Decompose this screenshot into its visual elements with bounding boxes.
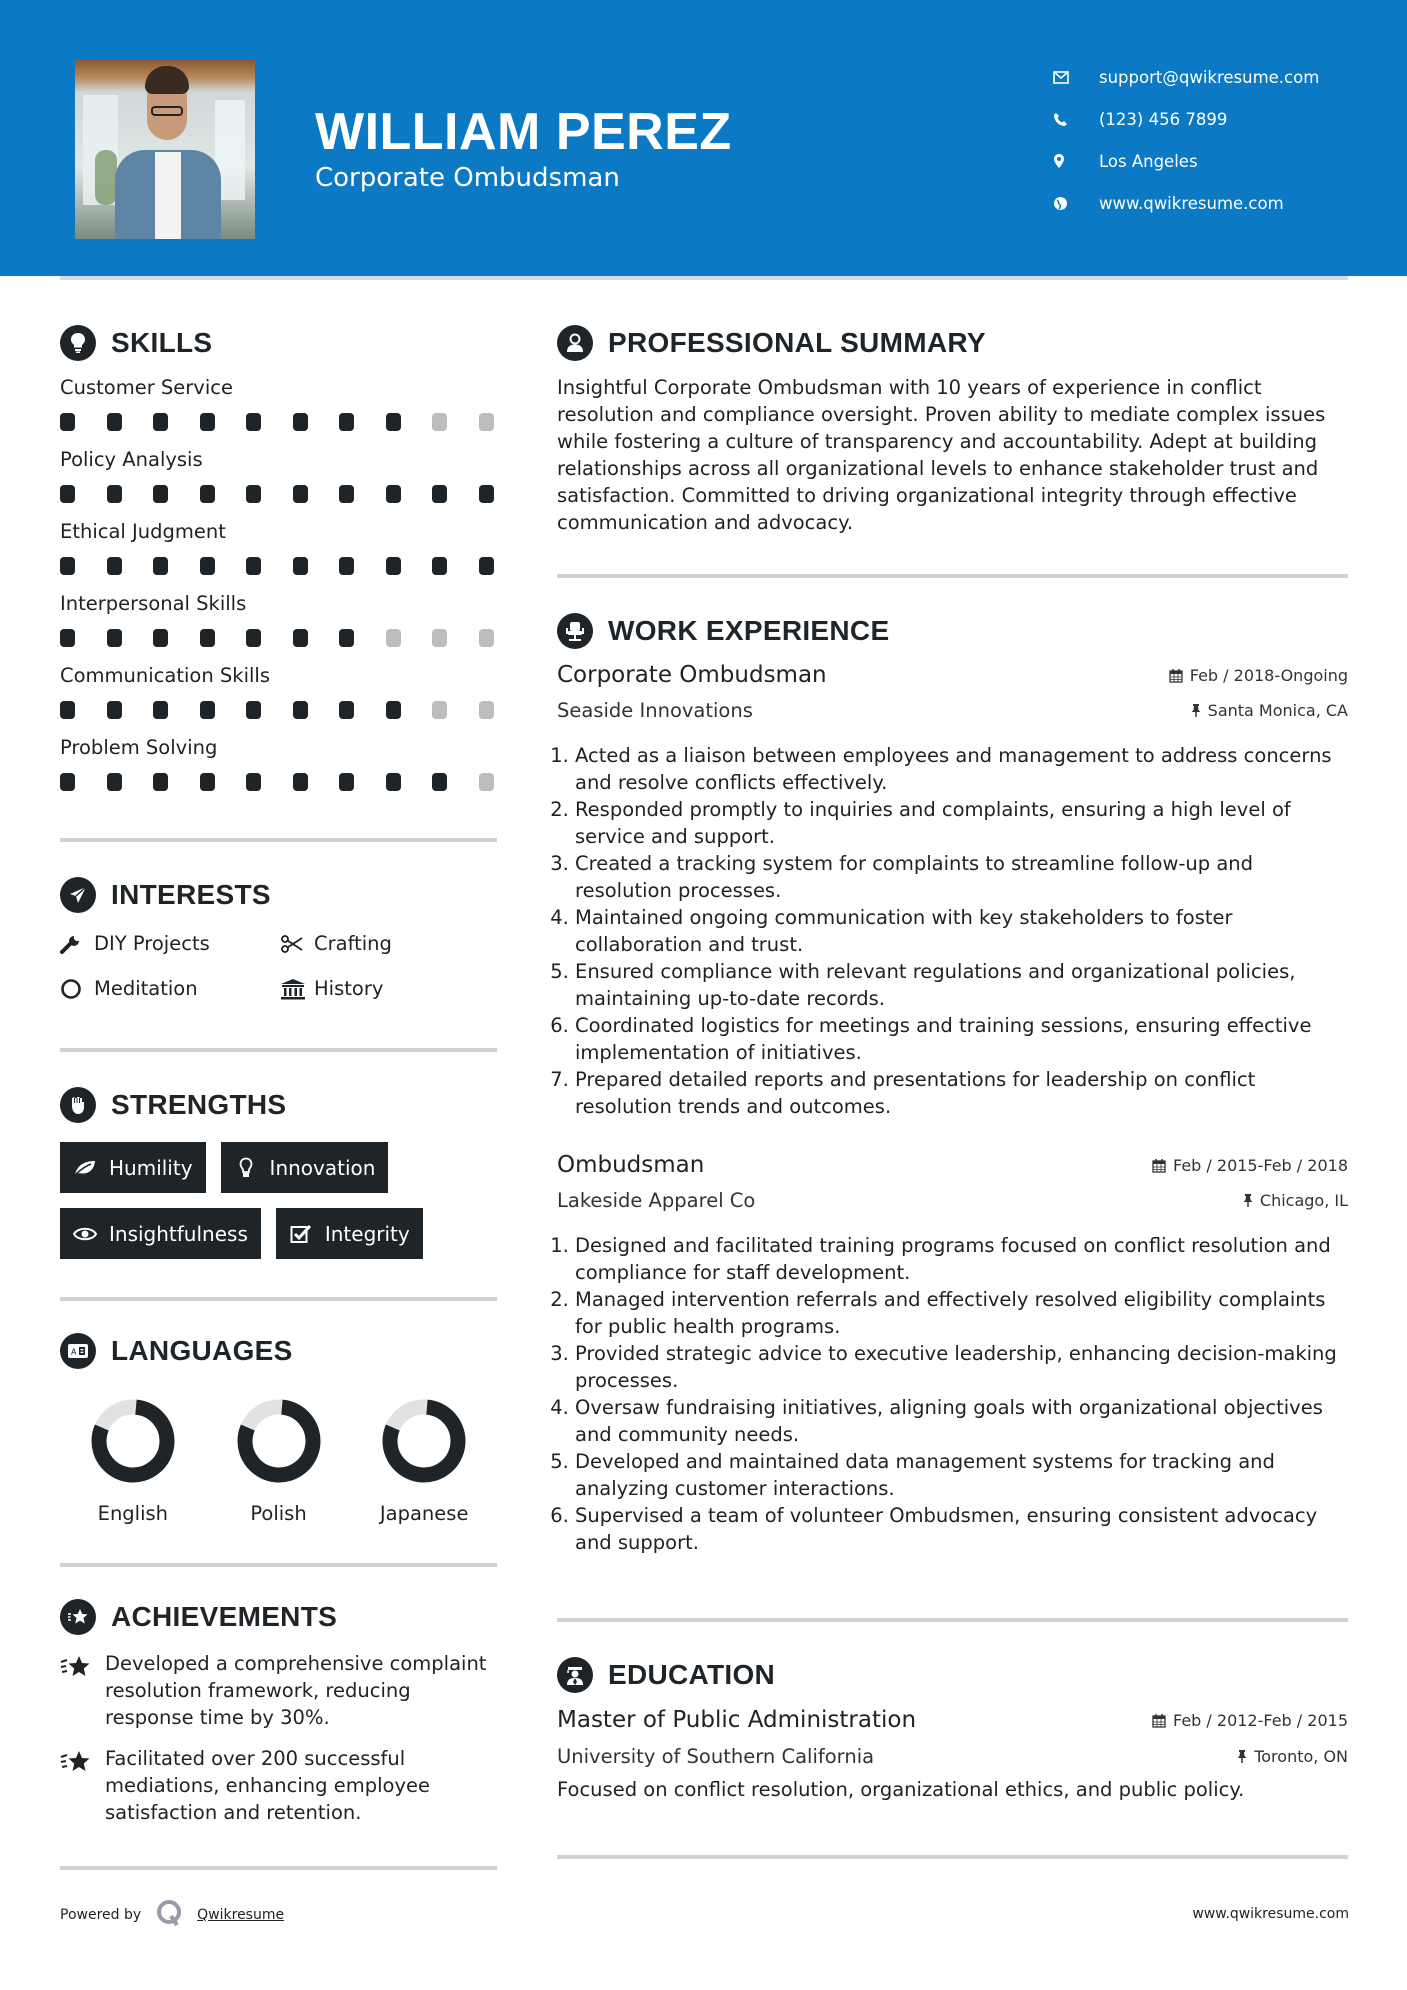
rating-dot-filled bbox=[107, 629, 122, 647]
phone-icon bbox=[1053, 112, 1083, 127]
pushpin-icon bbox=[1243, 1193, 1253, 1208]
section-divider bbox=[557, 1618, 1348, 1622]
education-section bbox=[557, 1650, 1348, 1803]
rating-dot-filled bbox=[200, 773, 215, 791]
rating-dot-filled bbox=[246, 485, 261, 503]
powered-by-label: Powered by bbox=[60, 1907, 142, 1923]
resume-header bbox=[0, 0, 1407, 276]
degree-name: Master of Public Administration bbox=[557, 1707, 917, 1733]
language-name: Japanese bbox=[379, 1502, 469, 1525]
check-square-icon bbox=[289, 1224, 313, 1244]
header-divider bbox=[60, 276, 1348, 280]
language-proficiency-ring bbox=[381, 1398, 467, 1484]
section-divider bbox=[60, 1297, 497, 1301]
pushpin-icon bbox=[1191, 703, 1201, 718]
skill-rating bbox=[60, 404, 497, 440]
skill-name: Communication Skills bbox=[60, 664, 270, 687]
section-title: PROFESSIONAL SUMMARY bbox=[608, 327, 986, 358]
user-icon bbox=[557, 325, 593, 361]
section-title: INTERESTS bbox=[111, 879, 271, 910]
job-responsibilities bbox=[557, 1232, 1348, 1556]
job-entry bbox=[557, 1148, 1348, 1556]
section-divider bbox=[60, 1048, 497, 1052]
skills-section bbox=[60, 318, 497, 800]
strength-tag: Humility bbox=[60, 1142, 206, 1193]
skill-item bbox=[60, 516, 497, 584]
rating-dot-filled bbox=[339, 485, 354, 503]
calendar-icon bbox=[1169, 668, 1183, 683]
lightbulb-icon bbox=[234, 1157, 258, 1179]
rating-dot-filled bbox=[107, 413, 122, 431]
education-location: Toronto, ON bbox=[1237, 1747, 1348, 1766]
responsibility-item: 2. Managed intervention referrals and effectively resolved eligibility complaints for public health programs. bbox=[575, 1286, 1348, 1340]
rating-dot-filled bbox=[200, 557, 215, 575]
svg-text:A: A bbox=[71, 1347, 77, 1357]
contact-location: Los Angeles bbox=[1053, 140, 1319, 182]
summary-text: Insightful Corporate Ombudsman with 10 years of experience in conflict resolution and compliance oversight. Proven ability to mediate complex issues while fostering a culture of transparency and accountability. Adept at building relationships across all organizational levels to enhance stakeholder trust and satisfaction. Committed to driving organizational integrity through effective communication and advocacy. bbox=[557, 376, 1326, 534]
candidate-name: WILLIAM PEREZ bbox=[315, 103, 732, 161]
contact-list bbox=[1053, 56, 1319, 224]
job-title: Ombudsman bbox=[557, 1152, 705, 1178]
language-proficiency-ring bbox=[236, 1398, 322, 1484]
section-divider bbox=[60, 1563, 497, 1567]
experience-section bbox=[557, 606, 1348, 1556]
section-divider bbox=[557, 1855, 1348, 1859]
office-chair-icon bbox=[557, 613, 593, 649]
footer-branding bbox=[60, 1898, 284, 1932]
rating-dot-filled bbox=[339, 773, 354, 791]
responsibility-item: 7. Prepared detailed reports and presentations for leadership on conflict resolution trends and outcomes. bbox=[575, 1066, 1348, 1120]
qwikresume-logo-icon bbox=[155, 1898, 185, 1932]
rating-dot-empty bbox=[386, 629, 401, 647]
language-item bbox=[351, 1398, 497, 1525]
rating-dot-filled bbox=[246, 701, 261, 719]
calendar-icon bbox=[1152, 1158, 1166, 1173]
education-description: Focused on conflict resolution, organizational ethics, and public policy. bbox=[557, 1778, 1245, 1801]
rating-dot-empty bbox=[432, 629, 447, 647]
shooting-star-icon bbox=[60, 1650, 105, 1731]
rating-dot-filled bbox=[60, 485, 75, 503]
calendar-icon bbox=[1152, 1713, 1166, 1728]
skill-item bbox=[60, 660, 497, 728]
responsibility-item: 4. Maintained ongoing communication with key stakeholders to foster collaboration and trust. bbox=[575, 904, 1348, 958]
rating-dot-filled bbox=[60, 629, 75, 647]
graduate-icon bbox=[557, 1657, 593, 1693]
responsibility-item: 2. Responded promptly to inquiries and complaints, ensuring a high level of service and support. bbox=[575, 796, 1348, 850]
responsibility-item: 5. Ensured compliance with relevant regulations and organizational policies, maintaining up-to-date records. bbox=[575, 958, 1348, 1012]
rating-dot-empty bbox=[479, 413, 494, 431]
rating-dot-filled bbox=[293, 773, 308, 791]
job-location: Chicago, IL bbox=[1243, 1191, 1348, 1210]
rating-dot-filled bbox=[153, 773, 168, 791]
rating-dot-filled bbox=[107, 773, 122, 791]
eye-icon bbox=[73, 1226, 97, 1242]
shooting-star-icon bbox=[60, 1745, 105, 1826]
candidate-title: Corporate Ombudsman bbox=[315, 163, 620, 193]
interest-item: DIY Projects bbox=[60, 926, 280, 961]
rating-dot-filled bbox=[60, 557, 75, 575]
rating-dot-filled bbox=[339, 701, 354, 719]
rating-dot-filled bbox=[386, 485, 401, 503]
qwikresume-link[interactable]: Qwikresume bbox=[197, 1907, 285, 1923]
section-divider bbox=[557, 574, 1348, 578]
languages-section bbox=[60, 1326, 497, 1525]
skill-rating bbox=[60, 476, 497, 512]
rating-dot-empty bbox=[479, 629, 494, 647]
rating-dot-filled bbox=[479, 557, 494, 575]
summary-section bbox=[557, 318, 1348, 536]
rating-dot-filled bbox=[432, 485, 447, 503]
job-dates: Feb / 2018-Ongoing bbox=[1169, 666, 1348, 685]
section-title: EDUCATION bbox=[608, 1659, 776, 1690]
rating-dot-filled bbox=[386, 557, 401, 575]
language-proficiency-ring bbox=[90, 1398, 176, 1484]
skill-name: Customer Service bbox=[60, 376, 233, 399]
skill-rating bbox=[60, 764, 497, 800]
rating-dot-filled bbox=[153, 701, 168, 719]
interest-item: Crafting bbox=[280, 926, 500, 961]
skill-name: Problem Solving bbox=[60, 736, 218, 759]
rating-dot-filled bbox=[479, 485, 494, 503]
rating-dot-filled bbox=[293, 413, 308, 431]
languages-list bbox=[60, 1398, 497, 1525]
section-divider bbox=[60, 1866, 497, 1870]
responsibility-item: 3. Created a tracking system for complaints to streamline follow-up and resolution processes. bbox=[575, 850, 1348, 904]
profile-photo bbox=[75, 60, 255, 239]
rating-dot-filled bbox=[432, 557, 447, 575]
globe-icon bbox=[1053, 196, 1083, 211]
right-column bbox=[557, 318, 1348, 1859]
rating-dot-filled bbox=[107, 557, 122, 575]
contact-phone[interactable]: (123) 456 7899 bbox=[1053, 98, 1319, 140]
rating-dot-filled bbox=[339, 413, 354, 431]
rating-dot-empty bbox=[432, 413, 447, 431]
language-name: English bbox=[97, 1502, 169, 1525]
strengths-list bbox=[60, 1142, 497, 1259]
responsibility-item: 1. Designed and facilitated training programs focused on conflict resolution and compliance for staff development. bbox=[575, 1232, 1348, 1286]
rating-dot-filled bbox=[246, 557, 261, 575]
rating-dot-filled bbox=[246, 773, 261, 791]
rating-dot-filled bbox=[293, 557, 308, 575]
fist-icon bbox=[60, 1087, 96, 1123]
rating-dot-filled bbox=[60, 773, 75, 791]
rating-dot-filled bbox=[153, 485, 168, 503]
rating-dot-filled bbox=[107, 485, 122, 503]
map-marker-icon bbox=[1053, 153, 1083, 169]
rating-dot-filled bbox=[246, 629, 261, 647]
language-name: Polish bbox=[250, 1502, 307, 1525]
rating-dot-filled bbox=[293, 629, 308, 647]
school-name: University of Southern California bbox=[557, 1744, 875, 1768]
skill-rating bbox=[60, 548, 497, 584]
skill-name: Interpersonal Skills bbox=[60, 592, 247, 615]
company-name: Seaside Innovations bbox=[557, 698, 753, 722]
rating-dot-filled bbox=[293, 485, 308, 503]
responsibility-item: 3. Provided strategic advice to executive leadership, enhancing decision-making processes. bbox=[575, 1340, 1348, 1394]
leaf-icon bbox=[73, 1159, 97, 1177]
rating-dot-filled bbox=[60, 701, 75, 719]
rating-dot-filled bbox=[386, 701, 401, 719]
skills-list bbox=[60, 372, 497, 800]
interests-list bbox=[60, 926, 497, 1006]
responsibility-item: 6. Coordinated logistics for meetings and training sessions, ensuring effective implementation of initiatives. bbox=[575, 1012, 1348, 1066]
rating-dot-filled bbox=[386, 773, 401, 791]
section-divider bbox=[60, 838, 497, 842]
responsibility-item: 6. Supervised a team of volunteer Ombudsmen, ensuring consistent advocacy and support. bbox=[575, 1502, 1348, 1556]
rating-dot-filled bbox=[432, 773, 447, 791]
rating-dot-filled bbox=[293, 701, 308, 719]
rating-dot-filled bbox=[200, 701, 215, 719]
skill-item bbox=[60, 372, 497, 440]
scissors-icon bbox=[280, 934, 306, 954]
job-title: Corporate Ombudsman bbox=[557, 662, 827, 688]
achievement-item: Facilitated over 200 successful mediations, enhancing employee satisfaction and retention. bbox=[60, 1745, 497, 1826]
rating-dot-filled bbox=[107, 701, 122, 719]
interests-section bbox=[60, 870, 497, 1006]
rating-dot-filled bbox=[200, 485, 215, 503]
language-item bbox=[206, 1398, 352, 1525]
skill-rating bbox=[60, 620, 497, 656]
education-dates: Feb / 2012-Feb / 2015 bbox=[1152, 1711, 1348, 1730]
rating-dot-filled bbox=[386, 413, 401, 431]
star-badge-icon bbox=[60, 1599, 96, 1635]
envelope-icon bbox=[1053, 71, 1083, 84]
section-title: STRENGTHS bbox=[111, 1089, 287, 1120]
language-item bbox=[60, 1398, 206, 1525]
job-dates: Feb / 2015-Feb / 2018 bbox=[1152, 1156, 1348, 1175]
section-title: ACHIEVEMENTS bbox=[111, 1601, 338, 1632]
skill-item bbox=[60, 588, 497, 656]
strength-tag: Integrity bbox=[276, 1208, 423, 1259]
rating-dot-filled bbox=[153, 557, 168, 575]
bank-icon bbox=[280, 978, 306, 1000]
achievement-item: Developed a comprehensive complaint resolution framework, reducing response time by 30%. bbox=[60, 1650, 497, 1731]
job-location: Santa Monica, CA bbox=[1191, 701, 1348, 720]
section-title: WORK EXPERIENCE bbox=[608, 615, 890, 646]
skill-rating bbox=[60, 692, 497, 728]
rating-dot-filled bbox=[246, 413, 261, 431]
strength-tag: Innovation bbox=[221, 1142, 389, 1193]
rating-dot-filled bbox=[339, 629, 354, 647]
interest-item: History bbox=[280, 971, 500, 1006]
contact-website[interactable]: www.qwikresume.com bbox=[1053, 182, 1319, 224]
rating-dot-empty bbox=[479, 773, 494, 791]
rating-dot-empty bbox=[432, 701, 447, 719]
circle-icon bbox=[60, 978, 86, 1000]
rating-dot-filled bbox=[153, 413, 168, 431]
skill-name: Ethical Judgment bbox=[60, 520, 226, 543]
responsibility-item: 4. Oversaw fundraising initiatives, aligning goals with organizational objectives and community needs. bbox=[575, 1394, 1348, 1448]
achievements-section bbox=[60, 1592, 497, 1826]
rating-dot-filled bbox=[60, 413, 75, 431]
interest-item: Meditation bbox=[60, 971, 280, 1006]
left-column bbox=[60, 318, 497, 1870]
rating-dot-filled bbox=[339, 557, 354, 575]
responsibility-item: 5. Developed and maintained data management systems for tracking and analyzing customer interactions. bbox=[575, 1448, 1348, 1502]
wrench-icon bbox=[60, 933, 86, 955]
section-title: SKILLS bbox=[111, 327, 213, 358]
rating-dot-filled bbox=[153, 629, 168, 647]
lightbulb-icon bbox=[60, 325, 96, 361]
rating-dot-filled bbox=[200, 629, 215, 647]
language-icon bbox=[60, 1333, 96, 1369]
section-title: LANGUAGES bbox=[111, 1335, 293, 1366]
company-name: Lakeside Apparel Co bbox=[557, 1188, 756, 1212]
job-responsibilities bbox=[557, 742, 1348, 1120]
skill-name: Policy Analysis bbox=[60, 448, 203, 471]
contact-email[interactable]: support@qwikresume.com bbox=[1053, 56, 1319, 98]
skill-item bbox=[60, 444, 497, 512]
strength-tag: Insightfulness bbox=[60, 1208, 261, 1259]
job-entry bbox=[557, 658, 1348, 1120]
footer-website[interactable]: www.qwikresume.com bbox=[1192, 1906, 1349, 1922]
pushpin-icon bbox=[1237, 1749, 1247, 1764]
rating-dot-empty bbox=[479, 701, 494, 719]
strengths-section bbox=[60, 1080, 497, 1259]
skill-item bbox=[60, 732, 497, 800]
paper-plane-icon bbox=[60, 877, 96, 913]
rating-dot-filled bbox=[200, 413, 215, 431]
responsibility-item: 1. Acted as a liaison between employees and management to address concerns and resolve conflicts effectively. bbox=[575, 742, 1348, 796]
